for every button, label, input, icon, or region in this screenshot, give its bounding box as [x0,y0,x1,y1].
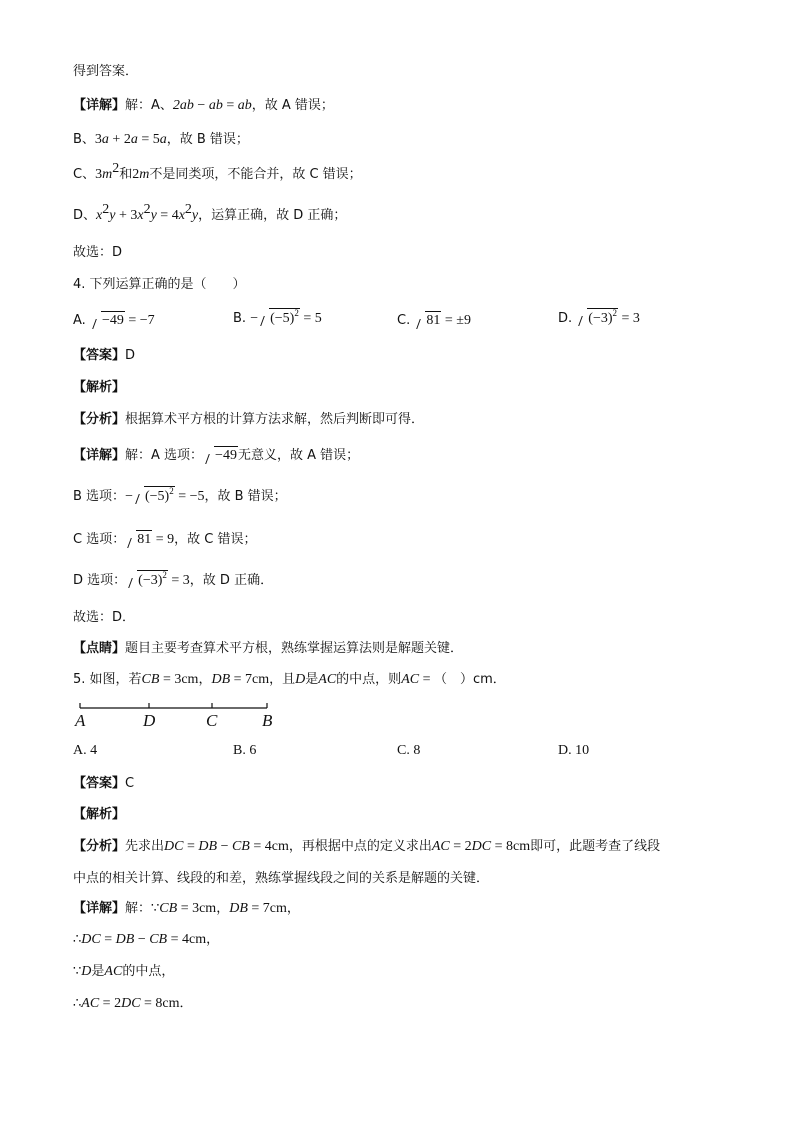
q5-detail-4: ∴AC = 2DC = 8cm． [73,996,193,1011]
q4-answer: 【答案】D [73,348,136,363]
q4-detail-c: C 选项： 81 = 9，故 C 错误； [73,532,257,547]
text-line: 故选：D [73,245,123,260]
detail-line-c: C、$3m^2$和2m不是同类项，不能合并，故 C 错误； [73,161,362,182]
q4-option-d: D. $(-3)^2 = 3$ [558,308,640,329]
point-label-a: A [75,711,86,730]
q4-detail-d: D 选项： $(-3)^2 = 3$，故 D 正确． [73,570,273,591]
q5-fenxi-1: 【分析】先求出DC = DB − CB = 4cm，再根据中点的定义求出AC = 2DC = 8cm即可，此题考查了线段 [73,839,661,854]
q4-option-a: A. −49 = −7 [73,313,155,328]
q4-detail-b: B 选项：− $(-5)^2 = -5$，故 B 错误； [73,486,287,507]
point-label-d: D [143,711,156,730]
q5-option-a: A. 4 [73,743,98,758]
q5-fenxi-2: 中点的相关计算、线段的和差，熟练掌握线段之间的关系是解题的关键． [73,871,490,886]
detail-line-d: D、$x^2y + 3x^2y = 4x^2y$，运算正确，故 D 正确； [73,202,347,223]
question-4-stem: 4. 下列运算正确的是（ ） [73,277,246,292]
q4-option-c: C. 81 = ±9 [397,313,471,328]
q4-jiexi: 【解析】 [73,380,126,395]
q5-answer: 【答案】C [73,776,135,791]
text-line: 得到答案． [73,64,139,79]
q5-option-c: C. 8 [397,743,421,758]
q5-option-b: B. 6 [233,743,257,758]
q4-fenxi: 【分析】根据算术平方根的计算方法求解，然后判断即可得． [73,412,425,427]
detail-line-a: 【详解】解：A、2ab − ab = ab，故 A 错误； [73,98,334,113]
q4-option-b: B. − $(-5)^2 = 5$ [233,308,322,329]
q5-detail-2: ∴DC = DB − CB = 4cm， [73,932,220,947]
question-5-stem: 5. 如图，若CB = 3cm，DB = 7cm，且D是AC的中点，则AC = （ ）cm． [73,672,506,687]
q5-option-d: D. 10 [558,743,590,758]
q4-dianjing: 【点睛】题目主要考查算术平方根，熟练掌握运算法则是解题关键． [73,641,464,656]
point-label-c: C [206,711,218,730]
q5-detail-3: ∵D是AC的中点， [73,964,175,979]
q4-guxuan: 故选：D． [73,610,136,625]
q5-detail-1: 【详解】解：∵CB = 3cm，DB = 7cm， [73,901,300,916]
q4-detail-a: 【详解】解：A 选项： −49无意义，故 A 错误； [73,448,360,463]
point-label-b: B [262,711,273,730]
segment-diagram [70,698,290,732]
detail-line-b: B、3a + 2a = 5a，故 B 错误； [73,132,249,147]
q5-jiexi: 【解析】 [73,807,126,822]
